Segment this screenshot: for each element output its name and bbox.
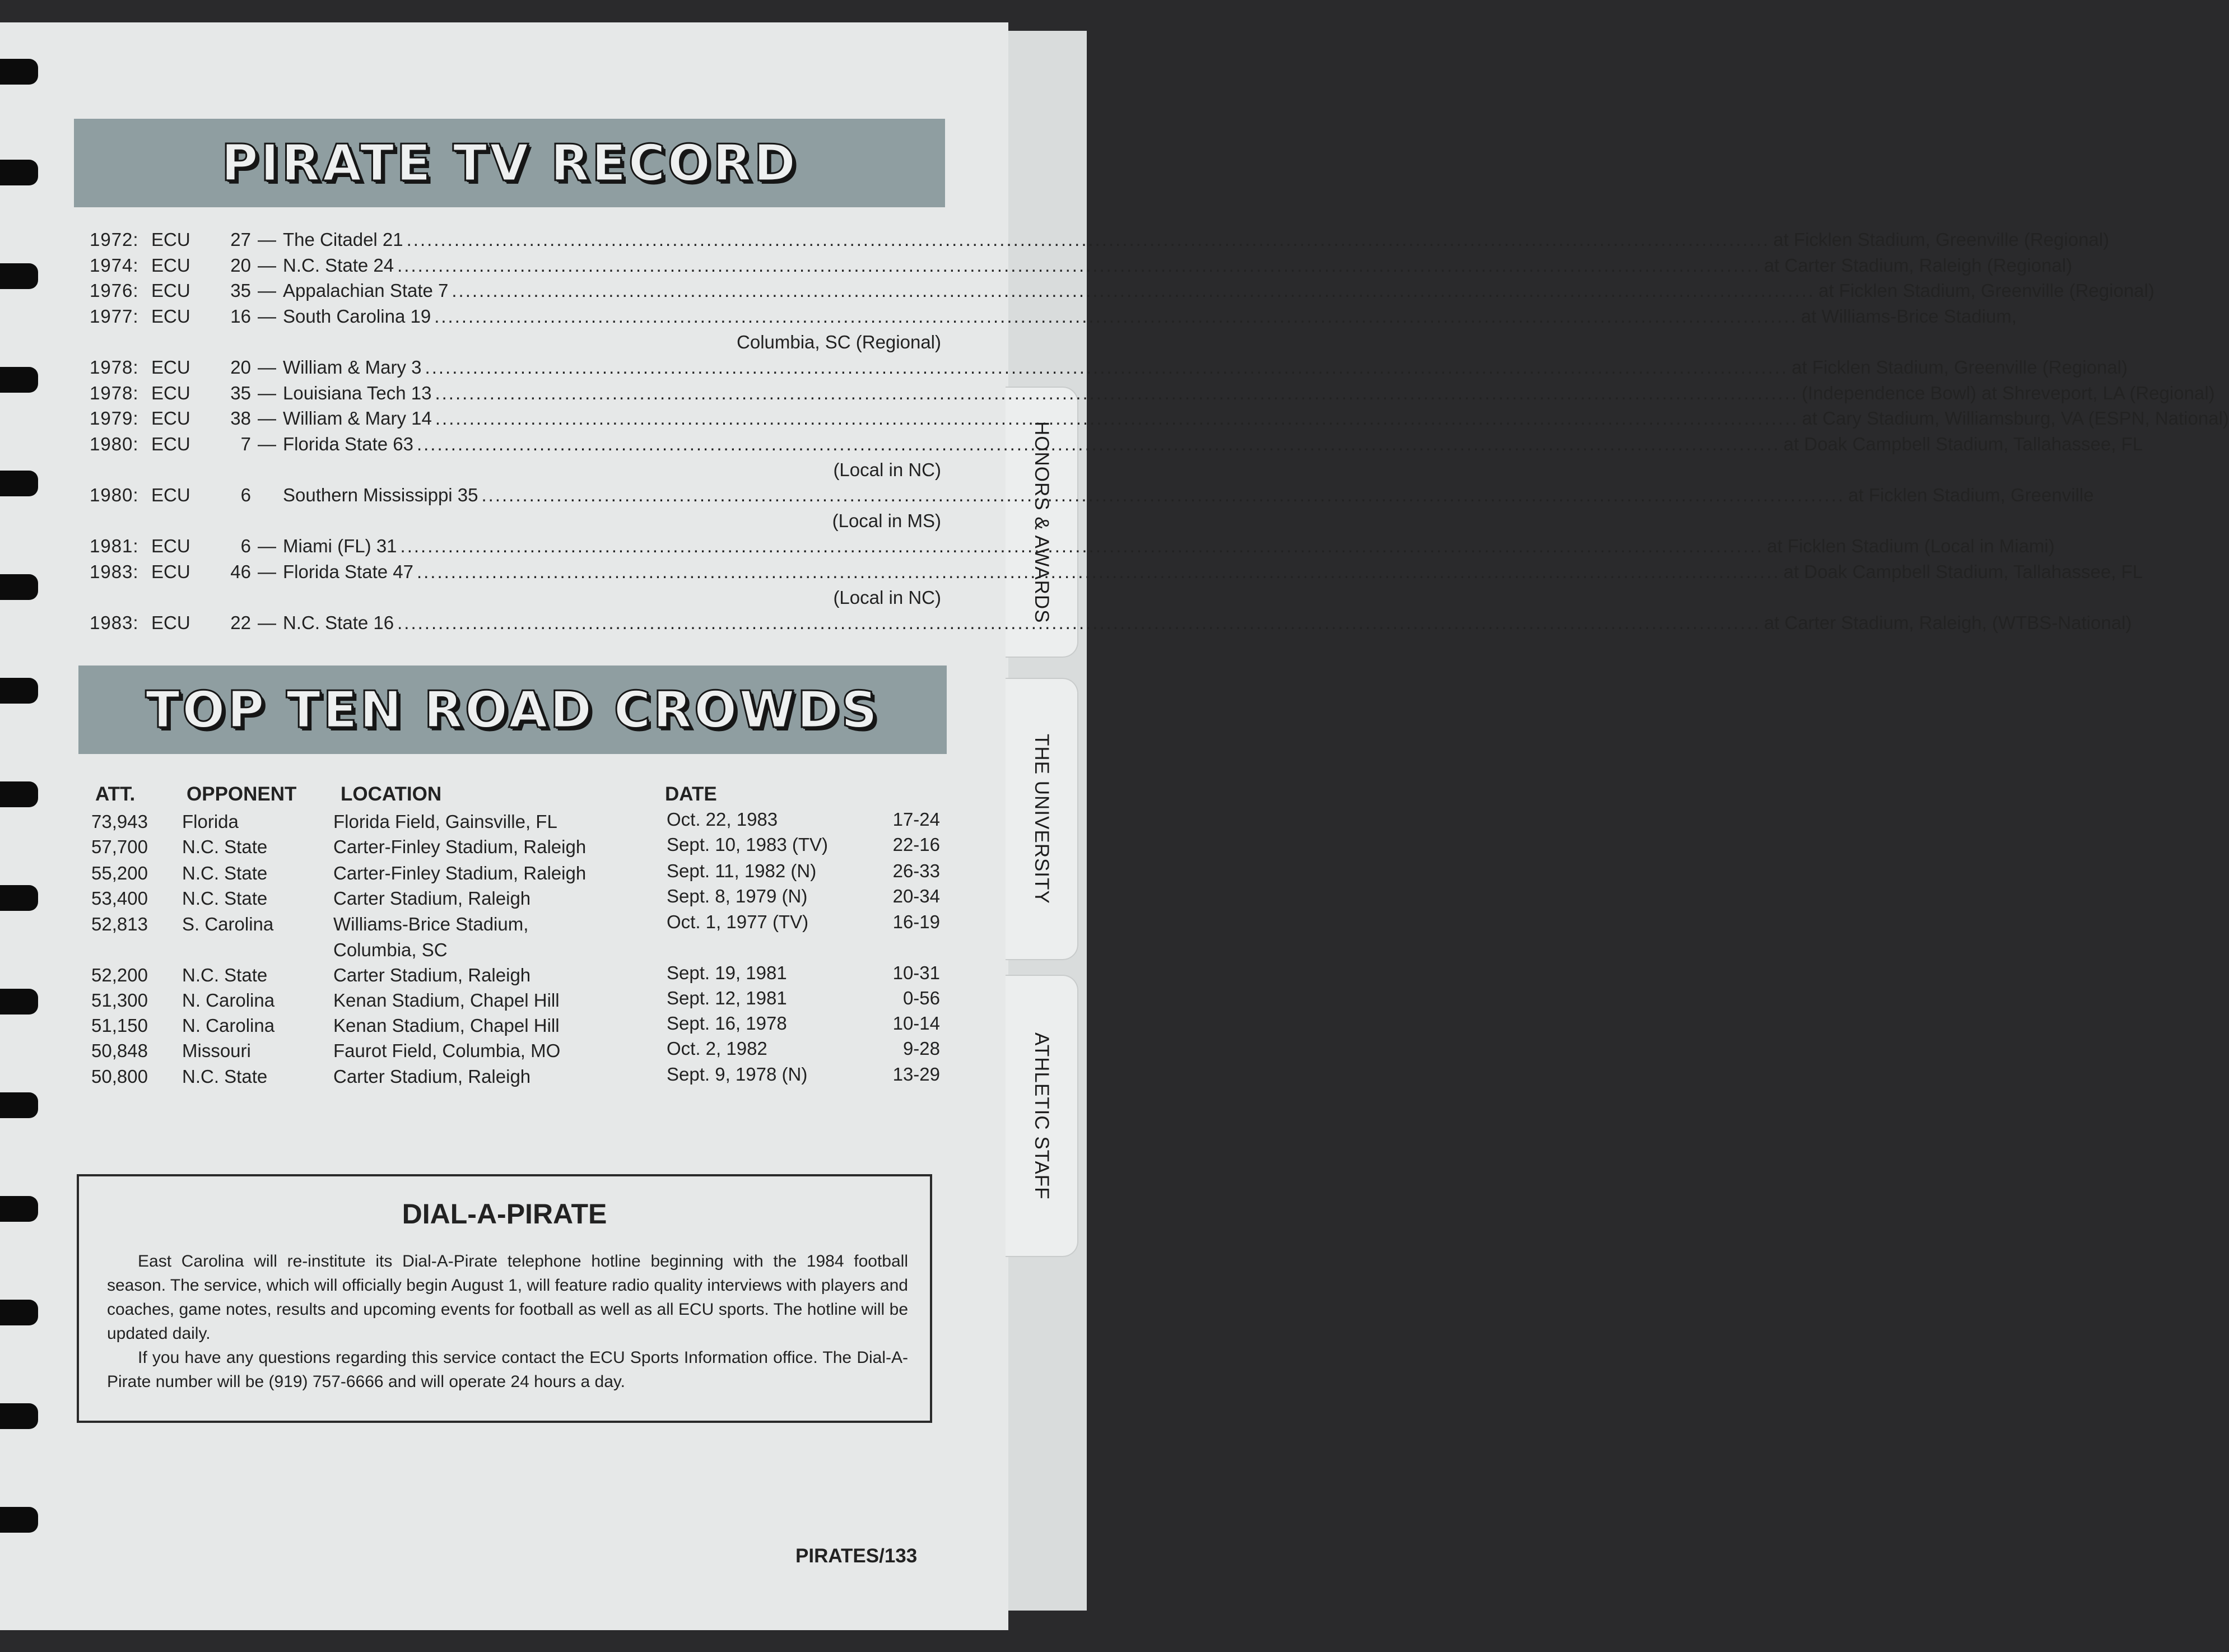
game-score: 13-29 — [892, 1064, 940, 1085]
game-location: at Williams-Brice Stadium, — [1800, 306, 2017, 327]
game-year: 1976: — [90, 280, 139, 301]
game-year: 1972: — [90, 229, 139, 250]
opponent-line — [283, 611, 2132, 635]
crowd-location: Williams-Brice Stadium, — [333, 914, 529, 934]
attendance: 51,150 — [91, 1015, 148, 1036]
game-location: at Cary Stadium, Williamsburg, VA (ESPN, National) — [1802, 408, 2229, 429]
game-location-continued: (Local in NC) — [833, 587, 941, 608]
dash: — — [258, 255, 276, 276]
game-location-continued: (Local in MS) — [832, 510, 941, 531]
game-score: 9-28 — [902, 1038, 940, 1059]
team-name: ECU — [151, 357, 190, 378]
leader-dots: ........................................................................................................................................................................................................ — [400, 536, 1764, 556]
team-name: ECU — [151, 536, 190, 556]
ecu-score: 46 — [230, 561, 251, 582]
binding-ring — [0, 885, 38, 911]
crowd-location: Carter Stadium, Raleigh — [333, 1066, 531, 1087]
team-name: ECU — [151, 561, 190, 582]
opponent-line — [283, 406, 2229, 431]
crowd-location: Florida Field, Gainsville, FL — [333, 811, 557, 832]
opponent-line — [283, 432, 2143, 457]
binding-ring — [0, 989, 38, 1015]
opponent-score: Southern Mississippi 35 — [283, 485, 478, 505]
game-location: at Ficklen Stadium, Greenville — [1848, 485, 2094, 505]
ecu-score: 35 — [230, 383, 251, 403]
ecu-score: 6 — [240, 536, 251, 556]
dash: — — [258, 357, 276, 378]
game-location-continued: Columbia, SC (Regional) — [737, 332, 941, 352]
game-date: Sept. 8, 1979 (N) — [667, 886, 808, 906]
binding-ring — [0, 1300, 38, 1325]
crowd-opponent: N.C. State — [182, 1066, 268, 1087]
opponent-score: South Carolina 19 — [283, 306, 431, 327]
crowd-opponent: N.C. State — [182, 965, 268, 985]
team-name: ECU — [151, 383, 190, 403]
ecu-score: 27 — [230, 229, 251, 250]
ecu-score: 35 — [230, 280, 251, 301]
game-date: Sept. 9, 1978 (N) — [667, 1064, 808, 1085]
tv-record-title: PIRATE TV RECORD — [221, 133, 798, 193]
attendance: 52,813 — [91, 914, 148, 934]
ecu-score: 16 — [230, 306, 251, 327]
game-location: at Ficklen Stadium, Greenville (Regional) — [1773, 229, 2110, 250]
dash: — — [258, 383, 276, 403]
game-year: 1983: — [90, 612, 139, 633]
game-date: Oct. 22, 1983 — [667, 809, 778, 830]
dash: — — [258, 536, 276, 556]
game-date: Sept. 16, 1978 — [667, 1013, 787, 1034]
opponent-score: The Citadel 21 — [283, 229, 403, 250]
game-score: 26-33 — [892, 860, 940, 881]
opponent-score: Miami (FL) 31 — [283, 536, 397, 556]
binding-ring — [0, 574, 38, 600]
binding-ring — [0, 471, 38, 496]
crowd-location: Kenan Stadium, Chapel Hill — [333, 1015, 560, 1036]
crowd-location: Kenan Stadium, Chapel Hill — [333, 990, 560, 1011]
opponent-line — [283, 253, 2073, 278]
leader-dots: ........................................................................................................................................................................................................ — [435, 408, 1799, 429]
dash: — — [258, 612, 276, 633]
game-year: 1977: — [90, 306, 139, 327]
game-date: Sept. 19, 1981 — [667, 962, 787, 983]
dash: — — [258, 434, 276, 454]
crowd-location: Carter-Finley Stadium, Raleigh — [333, 863, 587, 883]
dial-a-pirate-box — [77, 1174, 932, 1423]
opponent-line — [283, 534, 2055, 559]
game-score: 10-31 — [892, 962, 940, 983]
ecu-score: 20 — [230, 357, 251, 378]
game-year: 1980: — [90, 434, 139, 454]
attendance: 50,848 — [91, 1040, 148, 1061]
game-location: at Ficklen Stadium (Local in Miami) — [1767, 536, 2055, 556]
dash: — — [258, 306, 276, 327]
team-name: ECU — [151, 306, 190, 327]
game-location: at Carter Stadium, Raleigh, (WTBS-National) — [1763, 612, 2132, 633]
team-name: ECU — [151, 255, 190, 276]
team-name: ECU — [151, 485, 190, 505]
opponent-score: Florida State 47 — [283, 561, 413, 582]
opponent-score: Florida State 63 — [283, 434, 413, 454]
game-year: 1979: — [90, 408, 139, 429]
opponent-line — [283, 381, 2215, 406]
game-location: (Independence Bowl) at Shreveport, LA (Regional) — [1802, 383, 2215, 403]
dial-a-pirate-title: DIAL-A-PIRATE — [402, 1198, 607, 1230]
crowd-location: Carter Stadium, Raleigh — [333, 965, 531, 985]
dash: — — [258, 561, 276, 582]
tv-record-banner — [74, 119, 945, 207]
tab-label: ATHLETIC STAFF — [1031, 1032, 1053, 1200]
crowd-opponent: N. Carolina — [182, 990, 275, 1011]
opponent-line — [283, 304, 2017, 329]
team-name: ECU — [151, 229, 190, 250]
binding-ring — [0, 1507, 38, 1533]
game-score: 10-14 — [892, 1013, 940, 1034]
game-location: at Carter Stadium, Raleigh (Regional) — [1763, 255, 2073, 276]
game-score: 17-24 — [892, 809, 940, 830]
binding-ring — [0, 59, 38, 85]
binding-ring — [0, 1092, 38, 1118]
attendance: 55,200 — [91, 863, 148, 883]
crowd-opponent: N.C. State — [182, 863, 268, 883]
opponent-score: Louisiana Tech 13 — [283, 383, 432, 403]
game-score: 16-19 — [892, 911, 940, 932]
dial-a-pirate-paragraph: East Carolina will re-institute its Dial-A-Pirate telephone hotline beginning with the 1984 football season. The service, which will officially begin August 1, will feature radio quality interviews with players and coaches, game notes, results and upcoming events for football as well as all ECU sports. The hotline will be updated daily. — [107, 1252, 908, 1343]
ecu-score: 20 — [230, 255, 251, 276]
leader-dots: ........................................................................................................................................................................................................ — [397, 255, 1761, 276]
binding-ring — [0, 678, 38, 704]
header-location: LOCATION — [341, 783, 442, 805]
team-name: ECU — [151, 434, 190, 454]
game-location: at Doak Campbell Stadium, Tallahassee, FL — [1783, 434, 2143, 454]
attendance: 73,943 — [91, 811, 148, 832]
crowd-location: Carter-Finley Stadium, Raleigh — [333, 836, 587, 857]
binding-ring — [0, 781, 38, 807]
crowd-opponent: N.C. State — [182, 836, 268, 857]
team-name: ECU — [151, 408, 190, 429]
header-att: ATT. — [95, 783, 136, 805]
tab-label: THE UNIVERSITY — [1031, 734, 1053, 904]
game-date: Oct. 1, 1977 (TV) — [667, 911, 809, 932]
binding-ring — [0, 263, 38, 289]
crowd-opponent: Florida — [182, 811, 239, 832]
binding-ring — [0, 1196, 38, 1222]
dial-a-pirate-paragraph: If you have any questions regarding this service contact the ECU Sports Information office. The Dial-A-Pirate number will be (919) 757-6666 and will operate 24 hours a day. — [107, 1348, 908, 1391]
game-date: Sept. 11, 1982 (N) — [667, 860, 817, 881]
attendance: 53,400 — [91, 888, 148, 909]
page-number: PIRATES/133 — [795, 1545, 918, 1567]
binding-ring — [0, 367, 38, 393]
leader-dots: ........................................................................................................................................................................................................ — [425, 357, 1789, 378]
crowd-opponent: S. Carolina — [182, 914, 274, 934]
road-crowds-title: TOP TEN ROAD CROWDS — [145, 680, 880, 739]
road-crowds-banner — [78, 666, 947, 754]
tab-label: HONORS & AWARDS — [1031, 421, 1053, 623]
crowd-opponent: N. Carolina — [182, 1015, 275, 1036]
crowd-location: Faurot Field, Columbia, MO — [333, 1040, 561, 1061]
leader-dots: ........................................................................................................................................................................................................ — [434, 306, 1798, 327]
team-name: ECU — [151, 280, 190, 301]
team-name: ECU — [151, 612, 190, 633]
game-year: 1980: — [90, 485, 139, 505]
attendance: 52,200 — [91, 965, 148, 985]
ecu-score: 38 — [230, 408, 251, 429]
opponent-line — [283, 278, 2154, 303]
attendance: 51,300 — [91, 990, 148, 1011]
tab-the-university[interactable] — [1006, 678, 1078, 960]
leader-dots: ........................................................................................................................................................................................................ — [435, 383, 1799, 403]
header-date: DATE — [665, 783, 717, 805]
opponent-score: William & Mary 14 — [283, 408, 432, 429]
game-year: 1981: — [90, 536, 139, 556]
game-location: at Ficklen Stadium, Greenville (Regional) — [1791, 357, 2128, 378]
binding-ring — [0, 1403, 38, 1429]
dash: — — [258, 280, 276, 301]
leader-dots: ........................................................................................................................................................................................................ — [416, 434, 1780, 454]
game-year: 1974: — [90, 255, 139, 276]
attendance: 50,800 — [91, 1066, 148, 1087]
leader-dots: ........................................................................................................................................................................................................ — [481, 485, 1845, 505]
opponent-line — [283, 355, 2128, 380]
opponent-score: N.C. State 24 — [283, 255, 394, 276]
game-location: at Doak Campbell Stadium, Tallahassee, FL — [1783, 561, 2143, 582]
leader-dots: ........................................................................................................................................................................................................ — [406, 229, 1770, 250]
game-score: 22-16 — [892, 834, 940, 855]
leader-dots: ........................................................................................................................................................................................................ — [397, 612, 1761, 633]
opponent-line — [283, 227, 2110, 252]
game-date: Sept. 12, 1981 — [667, 988, 787, 1008]
opponent-score: William & Mary 3 — [283, 357, 422, 378]
leader-dots: ........................................................................................................................................................................................................ — [452, 280, 1816, 301]
game-date: Sept. 10, 1983 (TV) — [667, 834, 828, 855]
game-date: Oct. 2, 1982 — [667, 1038, 767, 1059]
opponent-score: Appalachian State 7 — [283, 280, 449, 301]
dash: — — [258, 229, 276, 250]
crowd-opponent: Missouri — [182, 1040, 251, 1061]
attendance: 57,700 — [91, 836, 148, 857]
game-year: 1978: — [90, 383, 139, 403]
game-location: at Ficklen Stadium, Greenville (Regional) — [1818, 280, 2154, 301]
crowd-location-continued: Columbia, SC — [333, 939, 448, 960]
ecu-score: 6 — [240, 485, 251, 505]
crowd-opponent: N.C. State — [182, 888, 268, 909]
dash: — — [258, 408, 276, 429]
ecu-score: 7 — [240, 434, 251, 454]
opponent-line — [283, 560, 2143, 584]
opponent-line — [283, 483, 2094, 508]
tab-athletic-staff[interactable] — [1006, 975, 1078, 1257]
game-score: 20-34 — [892, 886, 940, 906]
game-year: 1983: — [90, 561, 139, 582]
game-location-continued: (Local in NC) — [833, 459, 941, 480]
header-opponent: OPPONENT — [187, 783, 297, 805]
game-year: 1978: — [90, 357, 139, 378]
game-score: 0-56 — [902, 988, 940, 1008]
opponent-score: N.C. State 16 — [283, 612, 394, 633]
binding-ring — [0, 160, 38, 185]
crowd-location: Carter Stadium, Raleigh — [333, 888, 531, 909]
leader-dots: ........................................................................................................................................................................................................ — [416, 561, 1780, 582]
ecu-score: 22 — [230, 612, 251, 633]
